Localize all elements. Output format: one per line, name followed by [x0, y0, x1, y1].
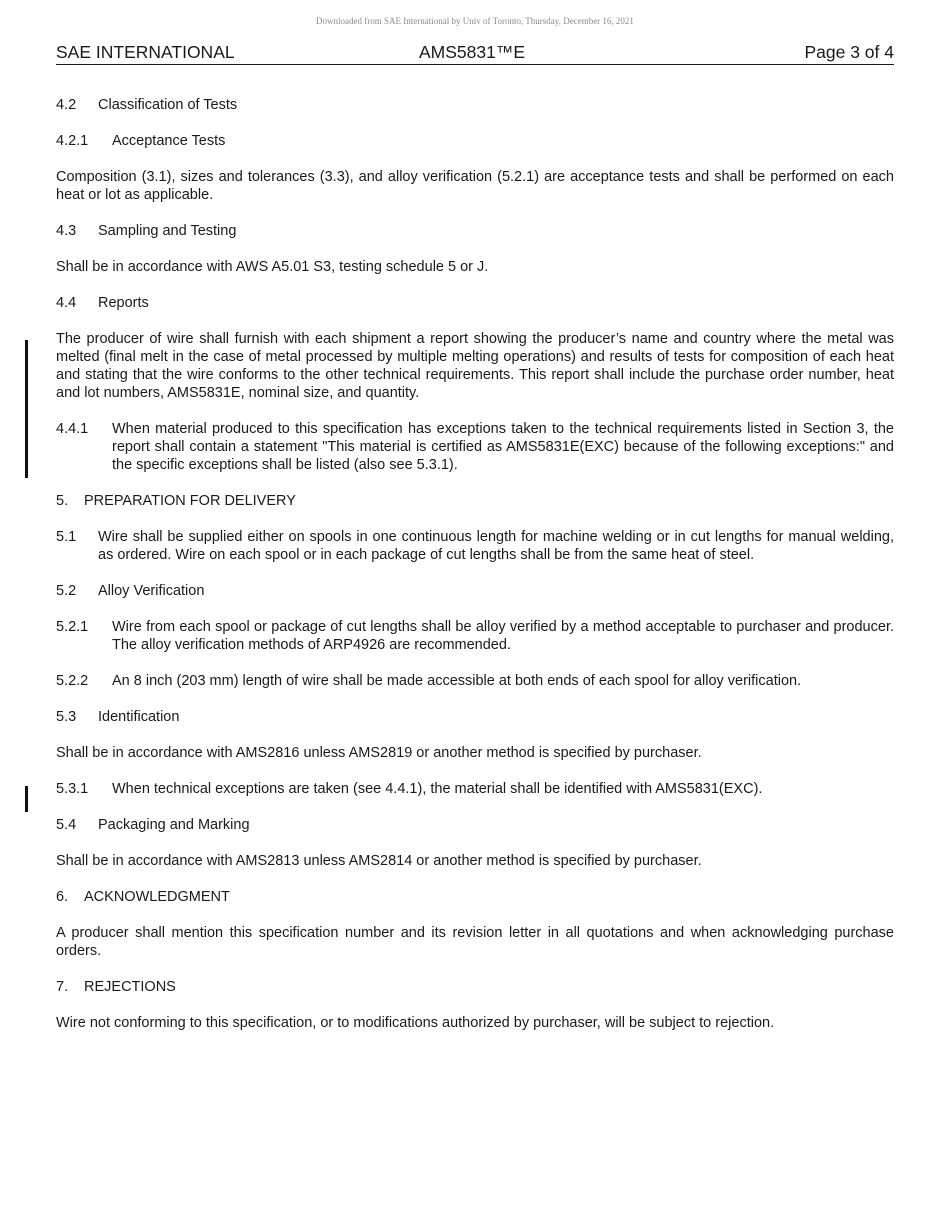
paragraph: Composition (3.1), sizes and tolerances (3.3), and alloy verification (5.2.1) are acceptance tests and shall be performed on each heat or lot as applicable.	[56, 169, 894, 203]
paragraph: The producer of wire shall furnish with each shipment a report showing the producer’s name and country where the metal was melted (final melt in the case of metal processed by multiple melting operations) and results of tests for composition of each heat and stating that the wire conforms to the other technical requirements. This report shall include the purchase order number, heat and lot numbers, AMS5831E, nominal size, and quantity.	[56, 331, 894, 401]
paragraph: Shall be in accordance with AMS2816 unless AMS2819 or another method is specified by purchaser.	[56, 745, 702, 761]
numbered-clause	[56, 780, 894, 798]
clause-number: 5.2.2	[56, 673, 89, 689]
numbered-clause	[56, 672, 894, 690]
section-title: Classification of Tests	[98, 97, 238, 113]
section-title: PREPARATION FOR DELIVERY	[84, 493, 296, 509]
section-number: 5.2	[56, 583, 77, 599]
section-title: Sampling and Testing	[98, 223, 237, 239]
header-document-id: AMS5831™E	[419, 42, 526, 62]
paragraph: A producer shall mention this specification number and its revision letter in all quotations and when acknowledging purchase orders.	[56, 925, 894, 959]
clause-text: Wire shall be supplied either on spools in one continuous length for machine welding or in cut lengths for manual welding, as ordered. Wire on each spool or in each package of cut lengths shall be from the same heat of steel.	[98, 529, 894, 563]
section-title: Identification	[98, 709, 180, 725]
section-number: 5.4	[56, 817, 77, 833]
numbered-clause	[56, 528, 894, 564]
paragraph: Shall be in accordance with AMS2813 unless AMS2814 or another method is specified by purchaser.	[56, 853, 702, 869]
section-heading	[56, 708, 894, 726]
revision-change-bar	[25, 786, 28, 812]
section-number: 4.2.1	[56, 133, 89, 149]
section-title: ACKNOWLEDGMENT	[84, 889, 230, 905]
section-heading	[56, 96, 894, 114]
section-title: Alloy Verification	[98, 583, 205, 599]
clause-number: 5.3.1	[56, 781, 89, 797]
download-watermark: Downloaded from SAE International by Univ of Toronto, Thursday, December 16, 2021	[316, 16, 634, 26]
section-number: 4.2	[56, 97, 77, 113]
page-header	[56, 44, 894, 65]
revision-change-bar	[25, 340, 28, 478]
section-number: 5.3	[56, 709, 77, 725]
header-organization: SAE INTERNATIONAL	[56, 42, 235, 62]
section-number: 4.4	[56, 295, 77, 311]
section-title: Packaging and Marking	[98, 817, 250, 833]
section-title: Reports	[98, 295, 149, 311]
numbered-clause	[56, 420, 894, 474]
section-heading	[56, 978, 894, 996]
section-heading	[56, 132, 894, 150]
clause-text: Wire from each spool or package of cut lengths shall be alloy verified by a method acceptable to purchaser and producer. The alloy verification methods of ARP4926 are recommended.	[112, 619, 894, 653]
clause-number: 5.1	[56, 529, 77, 545]
paragraph: Wire not conforming to this specification, or to modifications authorized by purchaser, will be subject to rejection.	[56, 1015, 775, 1031]
header-page-number: Page 3 of 4	[804, 42, 894, 62]
clause-number: 4.4.1	[56, 421, 89, 437]
section-number: 5.	[56, 493, 69, 509]
section-heading	[56, 582, 894, 600]
section-title: Acceptance Tests	[112, 133, 226, 149]
section-heading	[56, 888, 894, 906]
clause-number: 5.2.1	[56, 619, 89, 635]
section-heading	[56, 294, 894, 312]
section-number: 7.	[56, 979, 69, 995]
numbered-clause	[56, 618, 894, 654]
document-body	[56, 96, 894, 1050]
clause-text: An 8 inch (203 mm) length of wire shall be made accessible at both ends of each spool for alloy verification.	[112, 673, 802, 689]
clause-text: When technical exceptions are taken (see 4.4.1), the material shall be identified with AMS5831(EXC).	[112, 781, 763, 797]
section-number: 6.	[56, 889, 69, 905]
section-heading	[56, 222, 894, 240]
section-heading	[56, 816, 894, 834]
section-number: 4.3	[56, 223, 77, 239]
clause-text: When material produced to this specification has exceptions taken to the technical requirements listed in Section 3, the report shall contain a statement "This material is certified as AMS5831E(EXC) because of the following exceptions:" and the specific exceptions shall be listed (also see 5.3.1).	[112, 421, 894, 473]
paragraph: Shall be in accordance with AWS A5.01 S3, testing schedule 5 or J.	[56, 259, 489, 275]
section-title: REJECTIONS	[84, 979, 176, 995]
section-heading	[56, 492, 894, 510]
